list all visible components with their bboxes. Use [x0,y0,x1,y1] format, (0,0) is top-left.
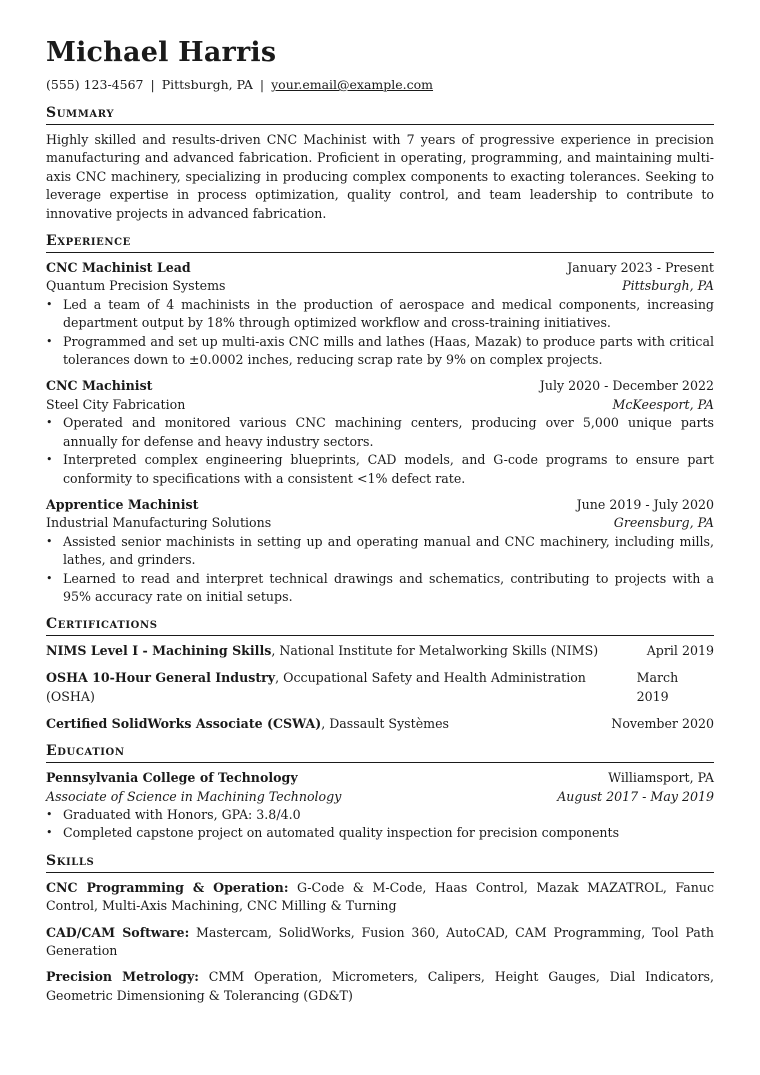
school-location: Williamsport, PA [608,770,714,786]
certifications-heading: Certifications [46,614,714,636]
job-role: CNC Machinist [46,378,153,394]
certification-issuer: , Occupational Safety and Health Administration (OSHA) [46,670,586,704]
certification-name: NIMS Level I - Machining Skills [46,643,272,659]
skill-group [46,924,714,961]
skill-group-label: CAD/CAM Software: [46,924,190,940]
job-company: Industrial Manufacturing Solutions [46,515,272,531]
job-dates: June 2019 - July 2020 [576,496,714,512]
job-entry [46,259,714,369]
certification-issuer: , National Institute for Metalworking Skills (NIMS) [271,643,599,659]
certification-item [46,715,714,733]
certifications-list [46,642,714,733]
job-bullet: • Programmed and set up multi-axis CNC mills and lathes (Haas, Mazak) to produce parts with critical tolerances down to ±0.0002 inches, reducing scrap rate by 9% on complex projects. [63,333,714,370]
skills-heading: Skills [46,851,714,873]
skill-group-items: G-Code & M-Code, Haas Control, Mazak MAZATROL, Fanuc Control, Multi-Axis Machining, CNC Milling & Turning [46,879,714,914]
school-name: Pennsylvania College of Technology [46,770,298,786]
skill-group [46,879,714,916]
certification-date: April 2019 [646,643,714,659]
skill-group-label: Precision Metrology: [46,969,199,985]
location-text: Pittsburgh, PA [161,77,253,92]
experience-list [46,259,714,606]
job-location: Greensburg, PA [613,515,714,531]
email-link[interactable]: your.email@example.com [271,77,434,92]
job-bullet: • Learned to read and interpret technical drawings and schematics, contributing to projects with a 95% accuracy rate on initial setups. [63,570,714,607]
certification-name: OSHA 10-Hour General Industry [46,670,276,686]
job-bullet: • Interpreted complex engineering blueprints, CAD models, and G-code programs to ensure part conformity to specifications with a consistent <1% defect rate. [63,451,714,488]
candidate-name: Michael Harris [46,37,277,68]
summary-text: Highly skilled and results-driven CNC Machinist with 7 years of progressive experience in precision manufacturing and advanced fabrication. Proficient in operating, programming, and maintaining multi-axis CNC machinery, specializing in producing complex components to exacting tolerances. Seeking to leverage expertise in process optimization, quality control, and team leadership to contribute to innovative projects in advanced fabrication. [46,132,714,221]
education-bullet: • Graduated with Honors, GPA: 3.8/4.0 [63,806,714,824]
education-entry [46,769,714,843]
contact-separator: | [150,77,155,92]
certification-item [46,669,714,706]
skill-group-items: CMM Operation, Micrometers, Calipers, Height Gauges, Dial Indicators, Geometric Dimensioning & Tolerancing (GD&T) [46,969,714,1003]
education-heading: Education [46,741,714,763]
certification-date: November 2020 [611,715,714,731]
certification-item [46,642,714,660]
job-entry [46,377,714,487]
experience-heading: Experience [46,231,714,253]
certification-date: March 2019 [636,670,679,704]
certification-name: Certified SolidWorks Associate (CSWA) [46,715,322,731]
skill-group-items: Mastercam, SolidWorks, Fusion 360, AutoCAD, CAM Programming, Tool Path Generation [46,924,715,958]
job-location: McKeesport, PA [612,396,714,412]
job-company: Steel City Fabrication [46,396,186,412]
job-bullet: • Led a team of 4 machinists in the production of aerospace and medical components, increasing department output by 18% through optimized workflow and cross-training initiatives. [63,296,714,333]
skills-list [46,879,714,1005]
education-dates: August 2017 - May 2019 [557,788,714,804]
job-entry [46,496,714,606]
contact-line [46,75,714,95]
job-company: Quantum Precision Systems [46,278,226,294]
job-bullet: • Assisted senior machinists in setting up and operating manual and CNC machinery, including mills, lathes, and grinders. [63,533,714,570]
certification-issuer: , Dassault Systèmes [321,715,450,731]
degree-name: Associate of Science in Machining Technology [46,788,342,804]
education-bullet: • Completed capstone project on automated quality inspection for precision components [63,824,714,842]
job-dates: January 2023 - Present [567,260,714,276]
contact-separator: | [259,77,265,92]
resume-page [46,36,714,1005]
job-role: Apprentice Machinist [46,496,199,512]
job-bullet: • Operated and monitored various CNC machining centers, producing over 5,000 unique parts annually for defense and heavy industry sectors. [63,414,714,451]
skill-group-label: CNC Programming & Operation: [46,879,289,895]
job-dates: July 2020 - December 2022 [539,378,714,394]
job-role: CNC Machinist Lead [46,260,191,276]
skill-group [46,968,714,1005]
phone-number: (555) 123-4567 [46,77,144,92]
summary-heading: Summary [46,103,714,125]
job-location: Pittsburgh, PA [622,278,714,294]
